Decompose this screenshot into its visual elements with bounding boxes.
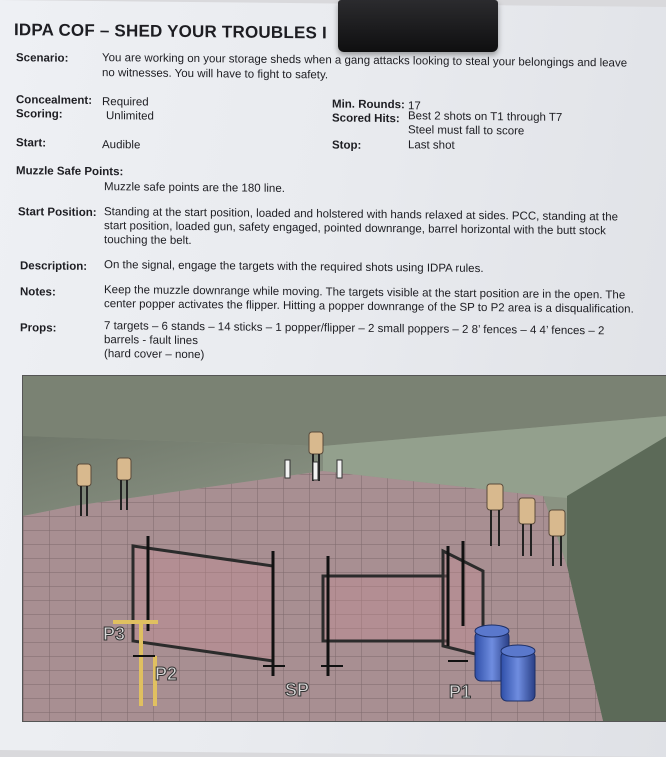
stage-diagram xyxy=(22,375,666,722)
position-label-p2: P2 xyxy=(155,664,178,684)
scenario-label: Scenario: xyxy=(16,52,69,65)
notes-line-1: Keep the muzzle downrange while moving. The targets visible at the start position are in the open. The xyxy=(104,284,626,302)
stage-diagram-render xyxy=(23,376,666,721)
start-label: Start: xyxy=(16,137,47,150)
props-label: Props: xyxy=(20,322,57,335)
stop-label: Stop: xyxy=(332,139,362,152)
scenario-line-2: no witnesses. You will have to fight to safety. xyxy=(102,67,329,82)
scenario-line-1: You are working on your storage sheds when a gang attacks looking to steal your belongings and leave xyxy=(102,52,628,70)
props-line-2: barrels - fault lines xyxy=(104,334,198,348)
props-line-1: 7 targets – 6 stands – 14 sticks – 1 popper/flipper – 2 small poppers – 2 8’ fences – 4 4’ fences – 2 xyxy=(104,320,605,338)
page-title: IDPA COF – SHED YOUR TROUBLES I xyxy=(14,20,327,43)
notes-label: Notes: xyxy=(20,286,56,299)
stop-value: Last shot xyxy=(408,139,455,152)
scored-hits-line-2: Steel must fall to score xyxy=(408,124,525,138)
scored-hits-line-1: Best 2 shots on T1 through T7 xyxy=(408,110,563,124)
start-position-line-3: touching the belt. xyxy=(104,234,192,248)
description-value: On the signal, engage the targets with the required shots using IDPA rules. xyxy=(104,259,484,276)
min-rounds-value: 17 xyxy=(408,100,421,113)
notes-line-2: center popper activates the flipper. Hitting a popper downrange of the SP to P2 area is a disqualification. xyxy=(104,298,634,316)
start-position-line-2: start position, loaded gun, safety engaged, pointed downrange, barrel horizontal with the butt stock xyxy=(104,220,606,238)
position-label-p3: P3 xyxy=(103,624,126,644)
min-rounds-label: Min. Rounds: xyxy=(332,98,405,112)
binder-clip xyxy=(338,0,498,52)
start-value: Audible xyxy=(102,139,141,152)
start-position-line-1: Standing at the start position, loaded and holstered with hands relaxed at sides. PCC, standing at the xyxy=(104,206,618,224)
start-position-label: Start Position: xyxy=(18,206,97,220)
muzzle-value: Muzzle safe points are the 180 line. xyxy=(104,181,285,195)
scored-hits-label: Scored Hits: xyxy=(332,112,400,126)
scoring-value: Unlimited xyxy=(106,110,154,123)
concealment-label: Concealment: xyxy=(16,94,93,107)
position-label-sp: SP xyxy=(285,680,310,700)
props-line-3: (hard cover – none) xyxy=(104,348,205,362)
concealment-value: Required xyxy=(102,96,149,109)
position-label-p1: P1 xyxy=(449,682,472,702)
muzzle-label: Muzzle Safe Points: xyxy=(16,165,124,179)
description-label: Description: xyxy=(20,260,88,273)
scoring-label: Scoring: xyxy=(16,108,63,121)
